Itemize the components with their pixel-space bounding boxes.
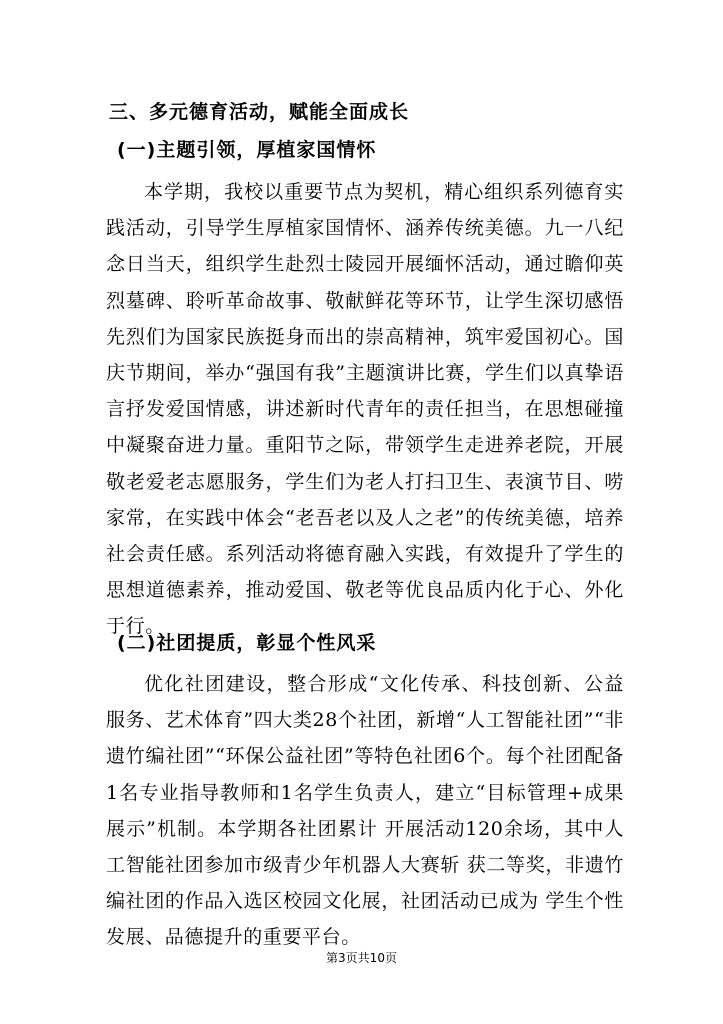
section-heading: 三、多元德育活动，赋能全面成长 xyxy=(109,101,410,123)
subsection-paragraph-2: 优化社团建设，整合形成“文化传承、科技创新、公益服务、艺术体育”四大类28个社团，新增“人工智能社团”“非遗竹编社团”“环保公益社团”等特色社团6个。每个社团配备1名专业指导教师和1名学生负责人，建立“目标管理+成果展示”机制。本学期各社团累计 开展活动120余场，其中人工智能社团参加市级青少年机器人大赛斩 获二等奖，非遗竹编社团的作品入选区校园文化展，社团活动已成为 学生个性发展、品德提升的重要平台。 xyxy=(106,673,624,949)
subsection-heading-2: (二)社团提质，彰显个性风采 xyxy=(117,632,377,654)
page-number: 第3页共10页 xyxy=(326,951,397,965)
subsection-paragraph-1: 本学期，我校以重要节点为契机，精心组织系列德育实践活动，引导学生厚植家国情怀、涵养传统美德。九一八纪念日当天，组织学生赴烈士陵园开展缅怀活动，通过瞻仰英烈墓碑、聆听革命故事、敬献鲜花等环节，让学生深切感悟先烈们为国家民族挺身而出的崇高精神，筑牢爱国初心。国庆节期间，举办“强国有我”主题演讲比赛，学生们以真挚语言抒发爱国情感，讲述新时代青年的责任担当，在思想碰撞中凝聚奋进力量。重阳节之际，带领学生走进养老院，开展敬老爱老志愿服务，学生们为老人打扫卫生、表演节目、唠家常，在实践中体会“老吾老以及人之老”的传统美德，培养社会责任感。系列活动将德育融入实践，有效提升了学生的思想道德素养，推动爱国、敬老等优良品质内化于心、外化于行。 xyxy=(106,181,624,638)
subsection-heading-1: (一)主题引领，厚植家国情怀 xyxy=(117,139,377,161)
